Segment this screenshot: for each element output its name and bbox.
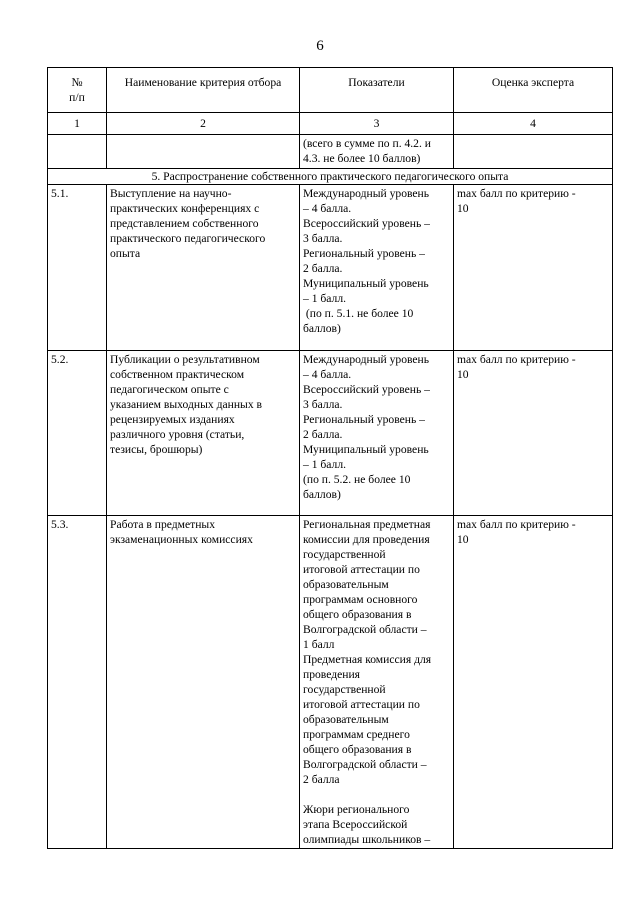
continuation-line: (всего в сумме по п. 4.2. и bbox=[303, 137, 431, 150]
criterion-line: Публикации о результативном bbox=[110, 353, 260, 366]
indicators-line: итоговой аттестации по bbox=[303, 698, 420, 711]
indicators-line: – 4 балла. bbox=[303, 368, 352, 381]
assessment-cell bbox=[454, 351, 613, 516]
assessment-line: 10 bbox=[457, 368, 469, 381]
indicators-line: – 1 балл. bbox=[303, 458, 347, 471]
indicators-line: образовательным bbox=[303, 578, 389, 591]
row-number: 5.3. bbox=[48, 516, 107, 849]
section-title: 5. Распространение собственного практического педагогического опыта bbox=[48, 169, 613, 185]
indicators-cell bbox=[300, 516, 454, 849]
header-indicators: Показатели bbox=[300, 68, 454, 113]
criterion-line: различного уровня (статьи, bbox=[110, 428, 245, 441]
criterion-cell bbox=[107, 351, 300, 516]
continuation-row bbox=[48, 135, 613, 169]
indicators-line: этапа Всероссийской bbox=[303, 818, 408, 831]
header-assessment: Оценка эксперта bbox=[454, 68, 613, 113]
indicators-line: 2 балла. bbox=[303, 262, 343, 275]
indicators-line: программам основного bbox=[303, 593, 418, 606]
indicators-line: баллов) bbox=[303, 488, 341, 501]
continuation-criterion-cell bbox=[107, 135, 300, 169]
row-number: 5.1. bbox=[48, 185, 107, 351]
indicators-line: Волгоградской области – bbox=[303, 623, 427, 636]
indicators-line: Международный уровень bbox=[303, 353, 430, 366]
criterion-cell bbox=[107, 516, 300, 849]
indicators-line: Региональная предметная bbox=[303, 518, 431, 531]
column-number: 1 bbox=[48, 113, 107, 135]
indicators-line: образовательным bbox=[303, 713, 389, 726]
indicators-line: Региональный уровень – bbox=[303, 247, 425, 260]
indicators-line: Жюри регионального bbox=[303, 803, 410, 816]
continuation-indicators-cell bbox=[300, 135, 454, 169]
assessment-line: 10 bbox=[457, 202, 469, 215]
header-number bbox=[48, 68, 107, 113]
assessment-line: max балл по критерию - bbox=[457, 353, 576, 366]
indicators-line: 3 балла. bbox=[303, 398, 343, 411]
indicators-line: программам среднего bbox=[303, 728, 410, 741]
criteria-rows bbox=[48, 185, 613, 849]
continuation-assessment-cell bbox=[454, 135, 613, 169]
continuation-line: 4.3. не более 10 баллов) bbox=[303, 152, 421, 165]
indicators-line: 2 балла bbox=[303, 773, 340, 786]
indicators-line: Волгоградской области – bbox=[303, 758, 427, 771]
indicators-line: олимпиады школьников – bbox=[303, 833, 431, 846]
header-number-line: № bbox=[71, 76, 83, 89]
page-number: 6 bbox=[316, 38, 324, 54]
indicators-line bbox=[303, 787, 450, 802]
criterion-line: рецензируемых изданиях bbox=[110, 413, 235, 426]
criteria-table bbox=[47, 67, 613, 849]
column-numbers-row bbox=[48, 113, 613, 135]
indicators-line: баллов) bbox=[303, 322, 341, 335]
table-row bbox=[48, 351, 613, 516]
indicators-line: – 1 балл. bbox=[303, 292, 347, 305]
table-row bbox=[48, 185, 613, 351]
continuation-num-cell bbox=[48, 135, 107, 169]
indicators-line: (по п. 5.2. не более 10 bbox=[303, 473, 411, 486]
column-number: 2 bbox=[107, 113, 300, 135]
indicators-line: 2 балла. bbox=[303, 428, 343, 441]
criterion-line: Работа в предметных bbox=[110, 518, 215, 531]
indicators-line: Муниципальный уровень bbox=[303, 277, 429, 290]
assessment-line: 10 bbox=[457, 533, 469, 546]
indicators-cell bbox=[300, 185, 454, 351]
assessment-line: max балл по критерию - bbox=[457, 518, 576, 531]
criterion-line: экзаменационных комиссиях bbox=[110, 533, 253, 546]
indicators-line: общего образования в bbox=[303, 608, 412, 621]
assessment-cell bbox=[454, 516, 613, 849]
indicators-line: Предметная комиссия для bbox=[303, 653, 432, 666]
assessment-cell bbox=[454, 185, 613, 351]
criterion-line: представлением собственного bbox=[110, 217, 259, 230]
criterion-line: практических конференциях с bbox=[110, 202, 260, 215]
column-number: 4 bbox=[454, 113, 613, 135]
indicators-line: – 4 балла. bbox=[303, 202, 352, 215]
indicators-line: проведения bbox=[303, 668, 360, 681]
indicators-line: (по п. 5.1. не более 10 bbox=[303, 307, 414, 320]
indicators-line: комиссии для проведения bbox=[303, 533, 430, 546]
indicators-line: Муниципальный уровень bbox=[303, 443, 429, 456]
criterion-line: практического педагогического bbox=[110, 232, 266, 245]
indicators-line: итоговой аттестации по bbox=[303, 563, 420, 576]
row-number: 5.2. bbox=[48, 351, 107, 516]
criterion-cell bbox=[107, 185, 300, 351]
criterion-line: тезисы, брошюры) bbox=[110, 443, 203, 456]
indicators-line: Международный уровень bbox=[303, 187, 430, 200]
section-row bbox=[48, 169, 613, 185]
assessment-line: max балл по критерию - bbox=[457, 187, 576, 200]
criterion-line: опыта bbox=[110, 247, 141, 260]
indicators-line: Всероссийский уровень – bbox=[303, 217, 430, 230]
indicators-line: государственной bbox=[303, 548, 386, 561]
header-number-line: п/п bbox=[69, 91, 85, 104]
criterion-line: собственном практическом bbox=[110, 368, 245, 381]
criterion-line: указанием выходных данных в bbox=[110, 398, 262, 411]
criterion-line: Выступление на научно- bbox=[110, 187, 232, 200]
table-header-row bbox=[48, 68, 613, 113]
indicators-line: Всероссийский уровень – bbox=[303, 383, 430, 396]
indicators-line: государственной bbox=[303, 683, 386, 696]
column-number: 3 bbox=[300, 113, 454, 135]
criterion-line: педагогическом опыте с bbox=[110, 383, 229, 396]
table-row bbox=[48, 516, 613, 849]
indicators-line: общего образования в bbox=[303, 743, 412, 756]
indicators-line: 1 балл bbox=[303, 638, 335, 651]
indicators-cell bbox=[300, 351, 454, 516]
header-criterion: Наименование критерия отбора bbox=[107, 68, 300, 113]
indicators-line: 3 балла. bbox=[303, 232, 343, 245]
indicators-line: Региональный уровень – bbox=[303, 413, 425, 426]
